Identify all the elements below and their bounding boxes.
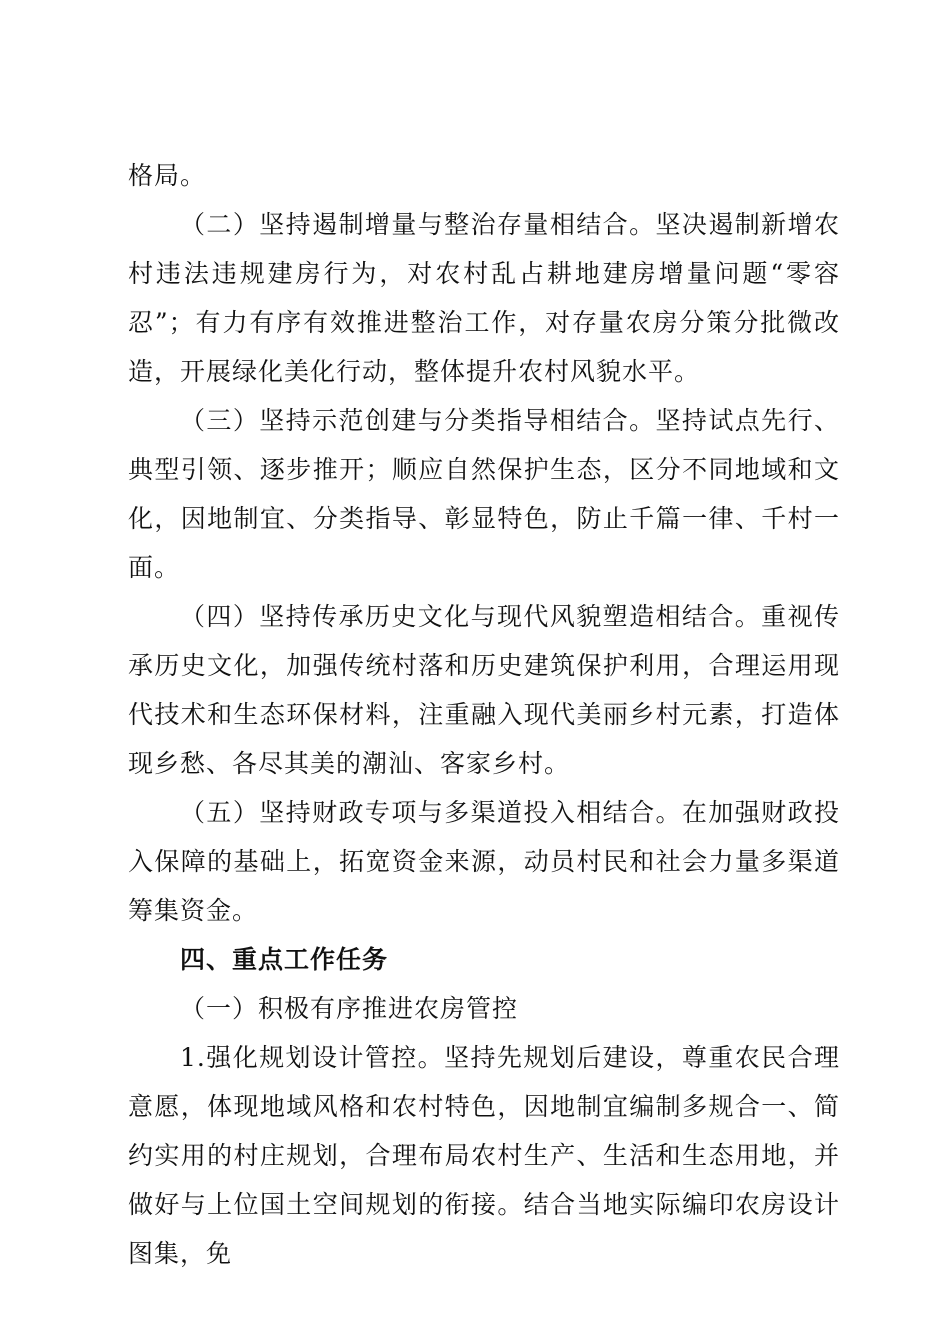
paragraph-principle-2: （二）坚持遏制增量与整治存量相结合。坚决遏制新增农村违法违规建房行为，对农村乱占耕地建房增量问题“零容忍”；有力有序有效推进整治工作，对存量农房分策分批微改造，开展绿化美化行动，整体提升农村风貌水平。 bbox=[128, 210, 840, 386]
paragraph-task-1: 1.强化规划设计管控。坚持先规划后建设，尊重农民合理意愿，体现地域风格和农村特色，因地制宜编制多规合一、简约实用的村庄规划，合理布局农村生产、生活和生态用地，并做好与上位国土空间规划的衔接。结合当地实际编印农房设计图集，免 bbox=[128, 1043, 840, 1268]
document-body bbox=[128, 151, 840, 1278]
paragraph-principle-4: （四）坚持传承历史文化与现代风貌塑造相结合。重视传承历史文化，加强传统村落和历史建筑保护利用，合理运用现代技术和生态环保材料，注重融入现代美丽乡村元素，打造体现乡愁、各尽其美的潮汕、客家乡村。 bbox=[128, 602, 840, 778]
subsection-heading: （一）积极有序推进农房管控 bbox=[180, 994, 519, 1023]
section-heading: 四、重点工作任务 bbox=[180, 945, 389, 974]
paragraph-principle-3: （三）坚持示范创建与分类指导相结合。坚持试点先行、典型引领、逐步推开；顺应自然保护生态，区分不同地域和文化，因地制宜、分类指导、彰显特色，防止千篇一律、千村一面。 bbox=[128, 406, 840, 582]
paragraph-principle-5: （五）坚持财政专项与多渠道投入相结合。在加强财政投入保障的基础上，拓宽资金来源，动员村民和社会力量多渠道筹集资金。 bbox=[128, 798, 840, 925]
paragraph-continuation: 格局。 bbox=[128, 161, 207, 190]
